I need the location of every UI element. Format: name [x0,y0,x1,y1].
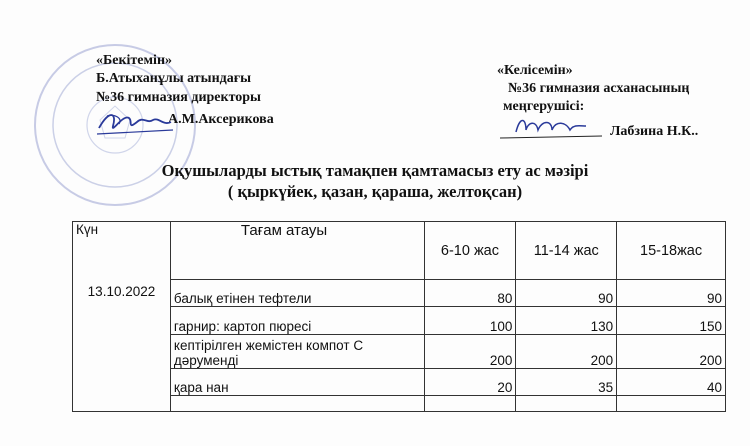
portion-value: 90 [617,280,726,307]
portion-value: 200 [424,335,516,369]
table-row [73,307,726,335]
portion-value: 130 [516,307,617,335]
document-title: Оқушыларды ыстық тамақпен қамтамасыз ету ас мәзірі [161,161,589,180]
agreement-manager-name: Лабзина Н.К.. [610,124,699,139]
approval-director-name: А.М.Аксерикова [168,112,274,127]
document-subtitle: ( қыркүйек, қазан, қараша, желтоқсан) [227,182,523,201]
approval-line1: Б.Атыханұлы атындағы [96,71,252,86]
portion-value: 20 [424,369,516,396]
header-age-15-18: 15-18жас [617,222,726,280]
header-age-6-10: 6-10 жас [424,222,516,280]
table-row [73,335,726,369]
director-signature [93,104,177,140]
agreement-line1: №36 гимназия асханасының [508,81,690,96]
portion-value: 200 [516,335,617,369]
portion-value: 200 [617,335,726,369]
table-row [73,369,726,396]
empty-cell [617,396,726,412]
portion-value: 100 [424,307,516,335]
approval-line2: №36 гимназия директоры [96,90,261,105]
approval-title: «Бекітемін» [96,53,173,68]
table-row [73,280,726,307]
empty-cell [516,396,617,412]
empty-cell [170,396,424,412]
dish-name: гарнир: картоп пюресі [170,307,424,335]
dish-name: кептірілген жемістен компот С дәруменді [170,335,424,369]
dish-name: балық етінен тефтели [170,280,424,307]
portion-value: 150 [617,307,726,335]
menu-table [72,221,726,412]
portion-value: 40 [617,369,726,396]
agreement-title: «Келісемін» [497,63,573,78]
agreement-line2: меңгерушісі: [503,99,585,114]
portion-value: 35 [516,369,617,396]
portion-value: 80 [424,280,516,307]
portion-value: 90 [516,280,617,307]
date-cell: 13.10.2022 [73,246,171,412]
empty-cell [424,396,516,412]
header-day: Күн [73,222,171,246]
header-age-11-14: 11-14 жас [516,222,617,280]
table-row [73,396,726,412]
header-dish: Тағам атауы [170,222,424,280]
dish-name: қара нан [170,369,424,396]
manager-signature [496,112,606,142]
table-header-row [73,222,726,246]
